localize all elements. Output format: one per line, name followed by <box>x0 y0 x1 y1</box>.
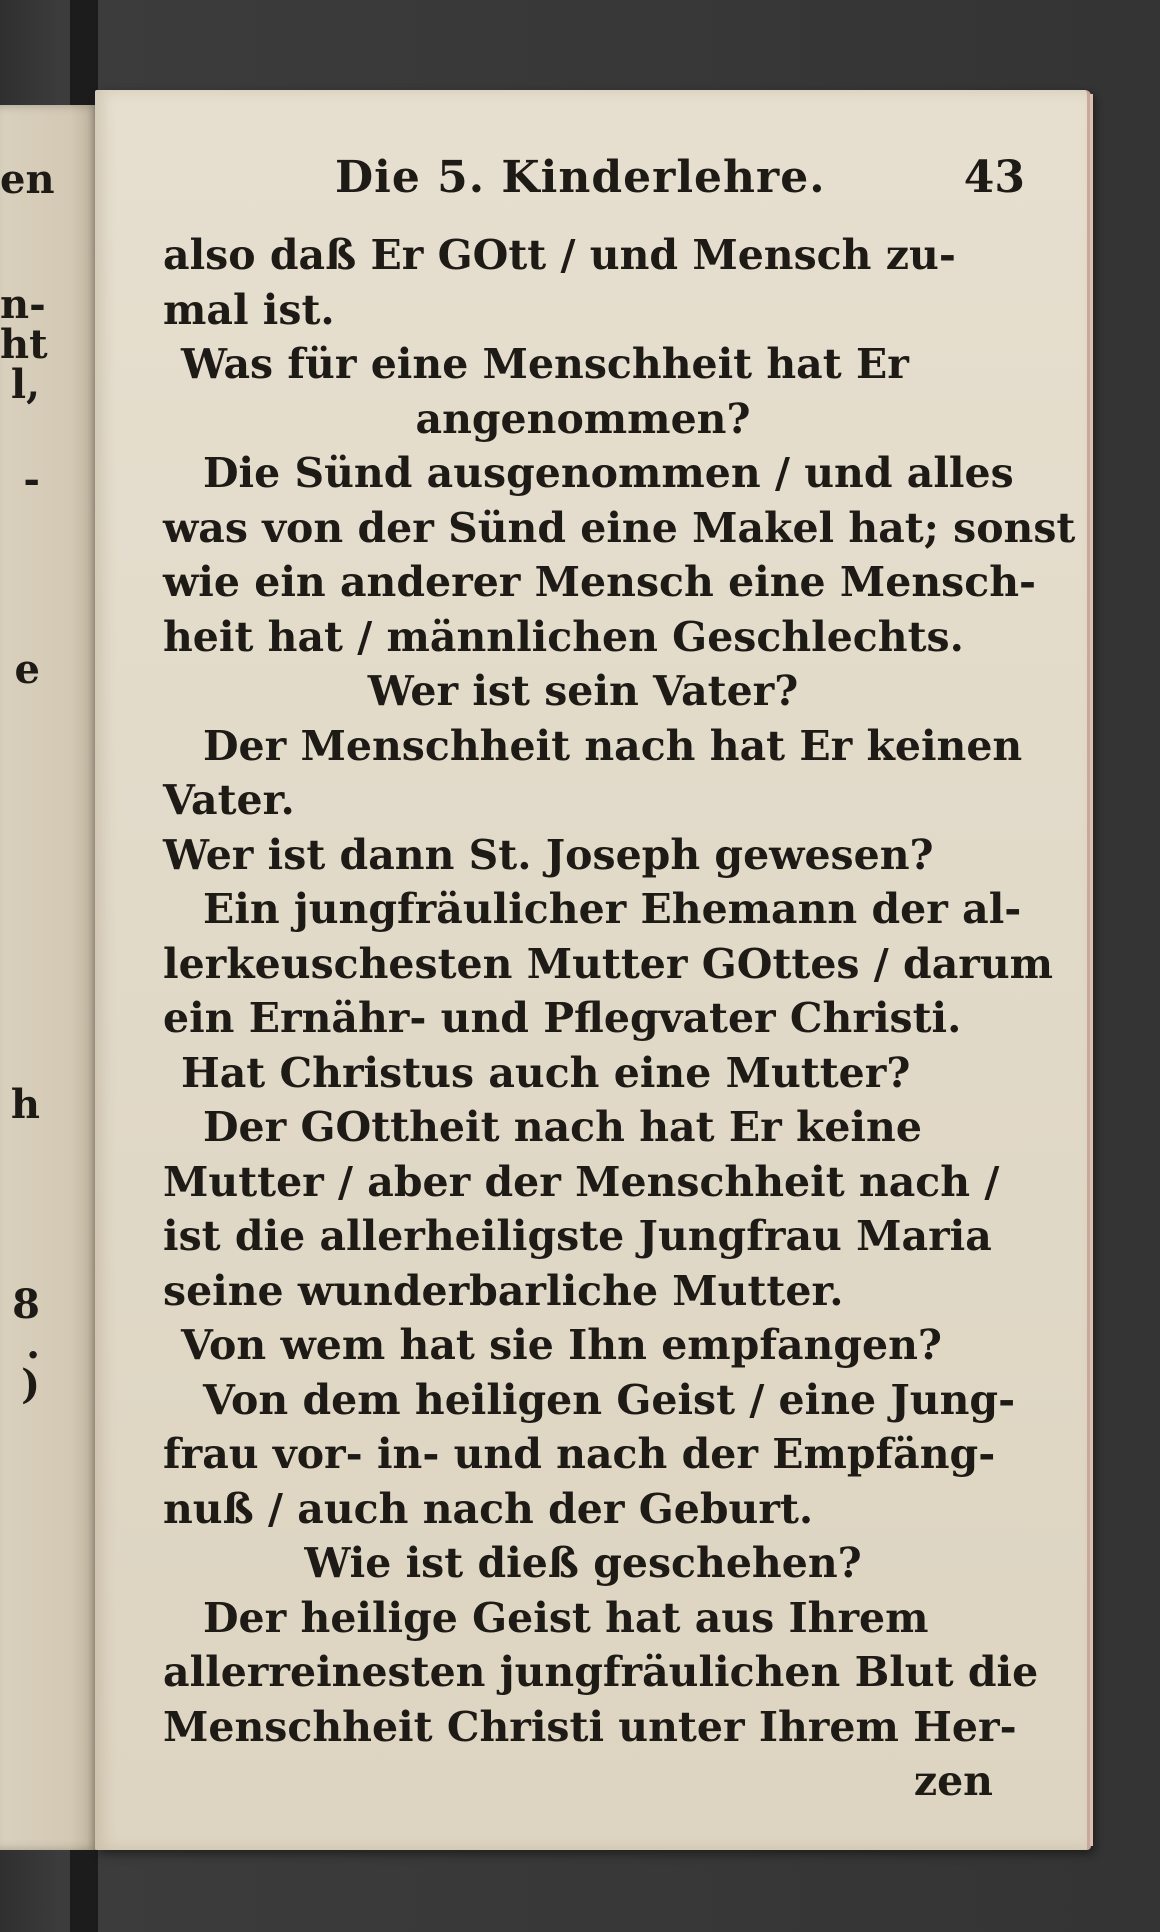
left-page-fragment: l, <box>10 361 40 408</box>
page-number: 43 <box>963 152 1025 203</box>
text-line: seine wunderbarliche Mutter. <box>163 1266 844 1315</box>
page-header <box>325 152 1025 212</box>
text-line: ist die allerheiligste Jungfrau Maria <box>163 1212 992 1260</box>
text-line: lerkeuschesten Mutter GOttes / darum <box>163 939 1054 988</box>
left-page-fragment: 8 <box>12 1281 40 1328</box>
text-line: Von dem heiligen Geist / eine Jung- <box>203 1375 1016 1424</box>
left-page-fragment: ht <box>0 321 48 368</box>
text-line: Der Menschheit nach hat Er keinen <box>203 721 1023 770</box>
question-line: Wer ist sein Vater? <box>367 667 799 715</box>
left-page-fragment: h <box>10 1081 40 1128</box>
left-page-fragment: e <box>14 646 40 693</box>
text-line: Wer ist dann St. Joseph gewesen? <box>163 830 934 879</box>
text-line: Ein jungfräulicher Ehemann der al- <box>203 885 1022 933</box>
left-page-fragment: . <box>26 1321 40 1368</box>
text-line: Der heilige Geist hat aus Ihrem <box>203 1593 929 1642</box>
question-line: Wie ist dieß geschehen? <box>304 1539 862 1587</box>
text-line: heit hat / männlichen Geschlechts. <box>163 612 964 661</box>
page-body-text <box>163 228 1076 1809</box>
left-page-fragment: ) <box>21 1361 40 1408</box>
text-line: Die Sünd ausgenommen / und alles <box>203 449 1014 497</box>
left-page-fragment: - <box>23 456 40 503</box>
running-head: Die 5. Kinderlehre. <box>335 152 826 203</box>
left-page-edge <box>0 105 100 1850</box>
text-line: Vater. <box>163 776 295 824</box>
text-line: mal ist. <box>163 285 335 334</box>
left-page-fragment: n- <box>0 281 46 328</box>
question-line: Von wem hat sie Ihn empfangen? <box>181 1321 942 1369</box>
text-line: zen <box>913 1757 993 1805</box>
text-line: allerreinesten jungfräulichen Blut die <box>163 1648 1039 1696</box>
text-line: also daß Er GOtt / und Mensch zu- <box>163 231 956 279</box>
text-line: nuß / auch nach der Geburt. <box>163 1484 814 1533</box>
text-line: Mutter / aber der Menschheit nach / <box>163 1157 1000 1206</box>
text-line: frau vor- in- und nach der Empfäng- <box>163 1430 996 1478</box>
text-line: was von der Sünd eine Makel hat; sonst <box>163 503 1076 552</box>
right-page <box>95 90 1091 1850</box>
text-line: wie ein anderer Mensch eine Mensch- <box>163 558 1037 606</box>
question-line: Hat Christus auch eine Mutter? <box>181 1048 911 1097</box>
question-line: angenommen? <box>415 394 751 443</box>
question-line: Was für eine Menschheit hat Er <box>181 340 909 388</box>
text-line: ein Ernähr- und Pflegvater Christi. <box>163 994 962 1042</box>
left-page-fragment: en <box>0 156 55 203</box>
text-line: Menschheit Christi unter Ihrem Her- <box>163 1702 1017 1751</box>
text-line: Der GOttheit nach hat Er keine <box>203 1103 922 1151</box>
